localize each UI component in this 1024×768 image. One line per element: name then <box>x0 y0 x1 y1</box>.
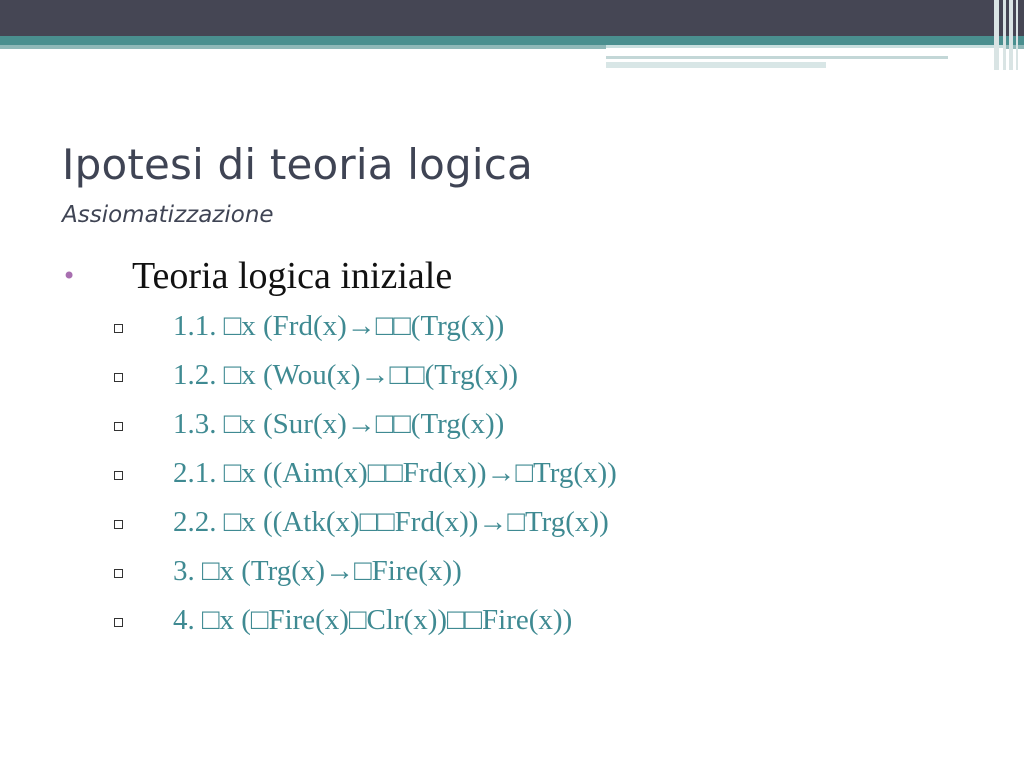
axiom-expression: 2.1. □x ((Aim(x)□□Frd(x))→□Trg(x)) <box>173 457 617 489</box>
bullet-dot-icon: • <box>62 262 77 290</box>
header-right-line <box>606 56 948 59</box>
axiom-expression: 1.2. □x (Wou(x)→□□(Trg(x)) <box>173 359 519 391</box>
header-right-line-2 <box>606 62 826 68</box>
square-bullet-icon <box>114 471 123 480</box>
square-bullet-icon <box>114 422 123 431</box>
header-dark-band <box>0 0 1024 36</box>
slide-title: Ipotesi di teoria logica <box>62 140 533 189</box>
slide-subtitle: Assiomatizzazione <box>62 202 274 228</box>
bullet-main-text: Teoria logica iniziale <box>132 255 453 297</box>
square-bullet-icon <box>114 618 123 627</box>
axiom-expression: 2.2. □x ((Atk(x)□□Frd(x))→□Trg(x)) <box>173 506 609 538</box>
square-bullet-icon <box>114 569 123 578</box>
axiom-expression: 3. □x (Trg(x)→□Fire(x)) <box>173 555 462 587</box>
axiom-expression: 1.1. □x (Frd(x)→□□(Trg(x)) <box>173 310 505 342</box>
axiom-expression: 4. □x (□Fire(x)□Clr(x))□□Fire(x)) <box>173 604 573 636</box>
axiom-expression: 1.3. □x (Sur(x)→□□(Trg(x)) <box>173 408 505 440</box>
square-bullet-icon <box>114 520 123 529</box>
square-bullet-icon <box>114 373 123 382</box>
header-vertical-stripes <box>994 0 1024 70</box>
header-teal-band <box>0 36 1024 45</box>
square-bullet-icon <box>114 324 123 333</box>
